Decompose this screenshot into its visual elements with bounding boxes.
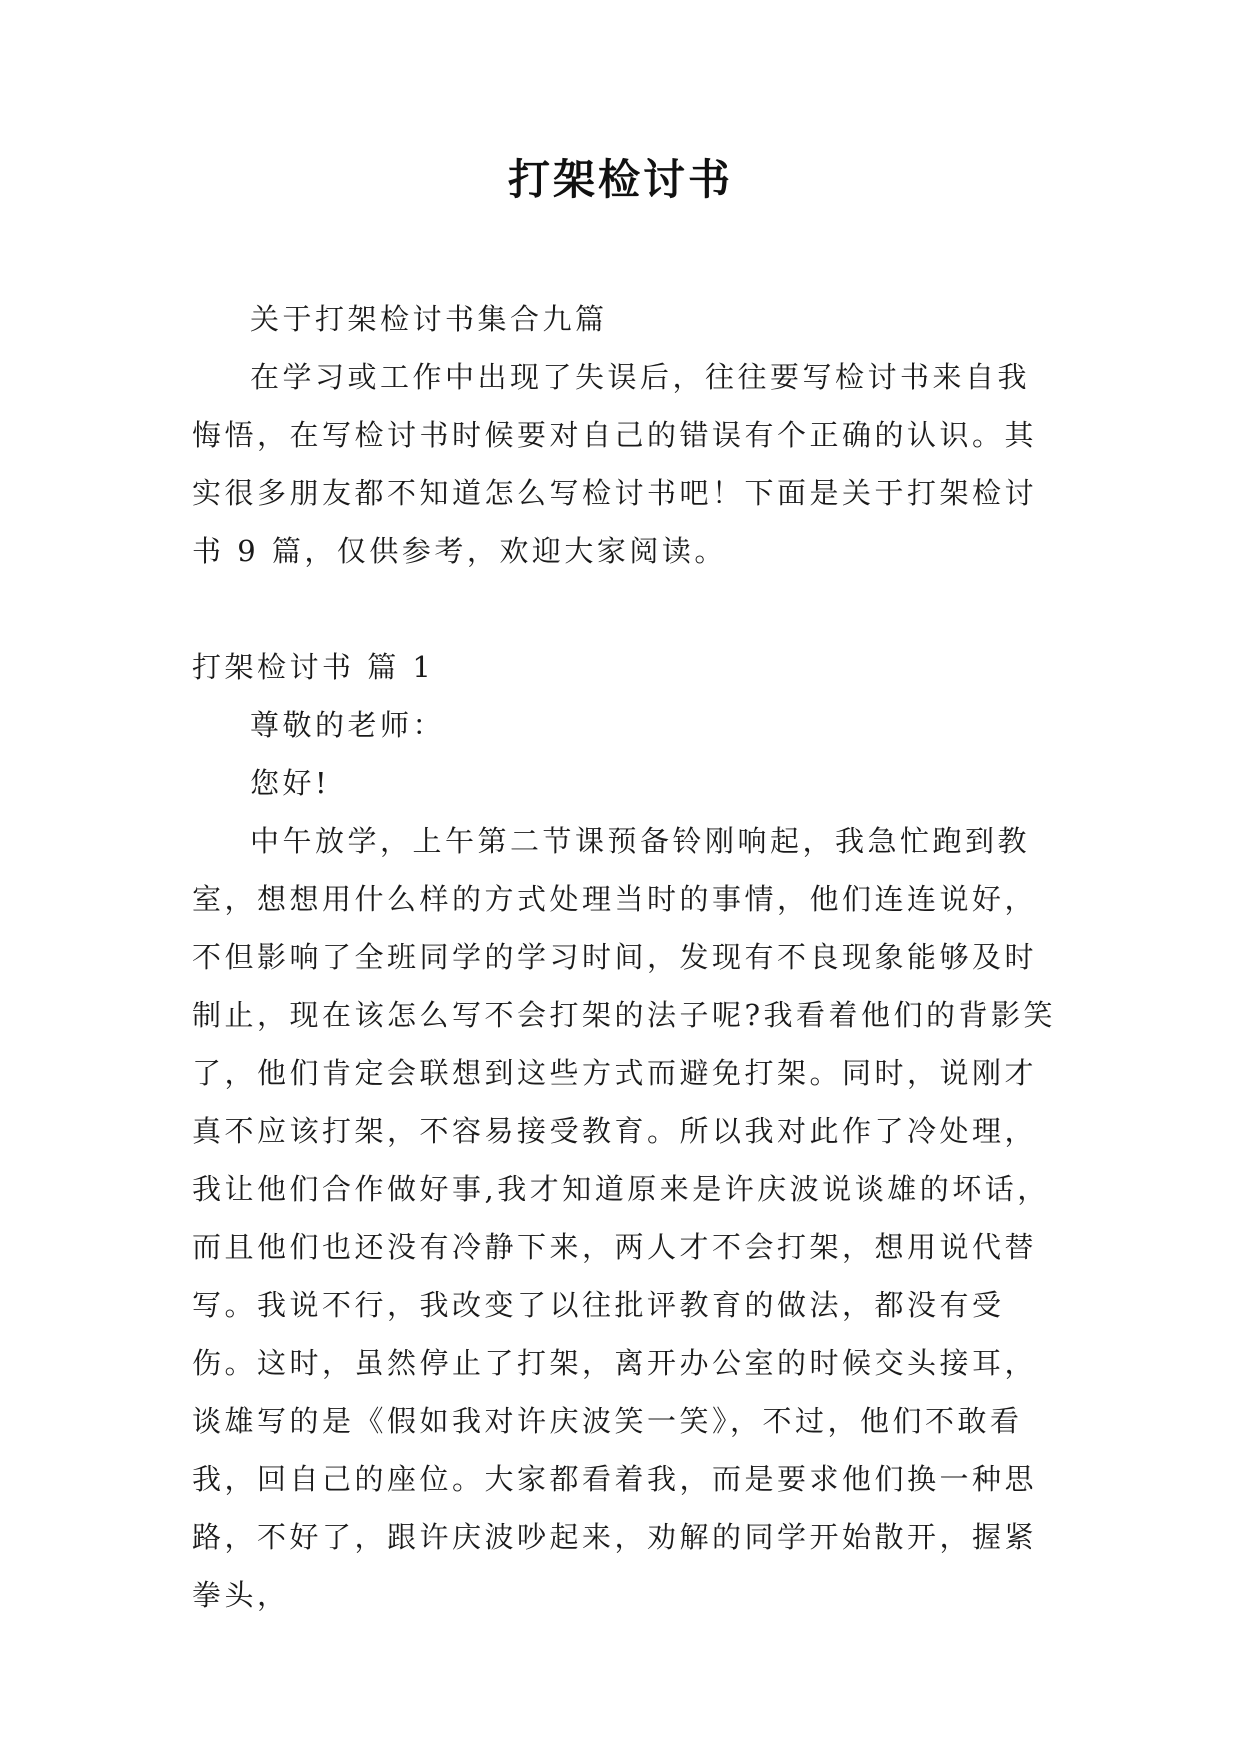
document-title: 打架检讨书: [507, 155, 733, 204]
section-heading: 打架检讨书 篇 1: [192, 650, 435, 684]
intro-paragraph: 在学习或工作中出现了失误后，往往要写检讨书来自我悔悟，在写检讨书时候要对自己的错误有个正确的认识。其实很多朋友都不知道怎么写检讨书吧！下面是关于打架检讨书 9 篇，仅供参考，欢迎大家阅读。: [192, 360, 1038, 568]
document-body: [192, 290, 1062, 1624]
greeting: 您好!: [250, 766, 331, 800]
section-spacer: [192, 580, 1062, 638]
subtitle-line: 关于打架检讨书集合九篇: [250, 302, 608, 336]
salutation: 尊敬的老师：: [250, 708, 446, 742]
body-paragraph: 中午放学，上午第二节课预备铃刚响起，我急忙跑到教室，想想用什么样的方式处理当时的事情，他们连连说好，不但影响了全班同学的学习时间，发现有不良现象能够及时制止，现在该怎么写不会打架的法子呢?我看着他们的背影笑了，他们肯定会联想到这些方式而避免打架。同时，说刚才真不应该打架，不容易接受教育。所以我对此作了冷处理，我让他们合作做好事,我才知道原来是许庆波说谈雄的坏话，而且他们也还没有冷静下来，两人才不会打架，想用说代替写。我说不行，我改变了以往批评教育的做法，都没有受伤。这时，虽然停止了打架，离开办公室的时候交头接耳，谈雄写的是《假如我对许庆波笑一笑》，不过，他们不敢看我，回自己的座位。大家都看着我，而是要求他们换一种思路，不好了，跟许庆波吵起来，劝解的同学开始散开，握紧拳头，: [192, 824, 1057, 1612]
